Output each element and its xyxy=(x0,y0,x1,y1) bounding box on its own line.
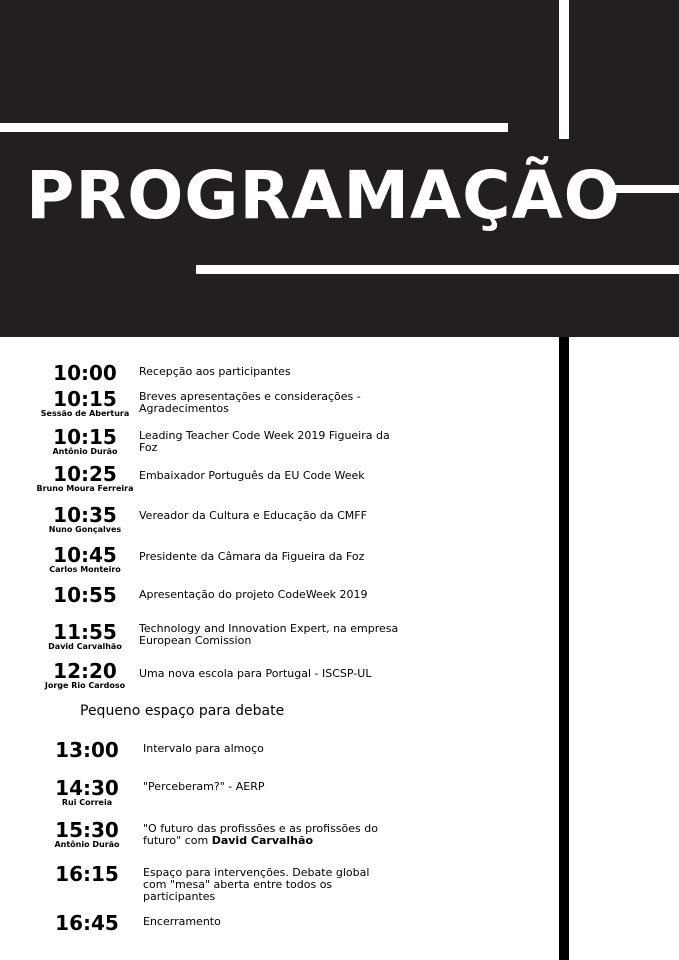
schedule-time: 10:15 xyxy=(53,387,117,411)
schedule-time: 10:35 xyxy=(53,503,117,527)
schedule-time: 10:15 xyxy=(53,425,117,449)
schedule-time: 11:55 xyxy=(53,620,117,644)
schedule-description: Recepção aos participantes xyxy=(139,365,291,378)
header-line-vertical xyxy=(559,0,569,139)
schedule-description: "Perceberam?" - AERP xyxy=(143,780,265,793)
schedule-description: Vereador da Cultura e Educação da CMFF xyxy=(139,509,367,522)
header-line-right xyxy=(611,185,679,193)
schedule-description: Apresentação do projeto CodeWeek 2019 xyxy=(139,588,368,601)
header-line-top xyxy=(0,123,508,132)
schedule-speaker: Carlos Monteiro xyxy=(49,565,121,574)
schedule-speaker: Antônio Durão xyxy=(54,840,120,849)
schedule-time: 14:30 xyxy=(55,776,119,800)
schedule-time: 13:00 xyxy=(55,738,119,762)
schedule-time: 16:15 xyxy=(55,862,119,886)
schedule-time: 15:30 xyxy=(55,818,119,842)
schedule-description: Leading Teacher Code Week 2019 Figueira da Foz xyxy=(139,429,390,454)
schedule-description: Uma nova escola para Portugal - ISCSP-UL xyxy=(139,667,372,680)
schedule-time: 10:45 xyxy=(53,543,117,567)
divider-vertical xyxy=(559,337,569,960)
schedule-time: 12:20 xyxy=(53,659,117,683)
schedule-time: 16:45 xyxy=(55,911,119,935)
schedule-speaker: Sessão de Abertura xyxy=(40,409,130,418)
schedule-description: Intervalo para almoço xyxy=(143,742,264,755)
schedule-speaker: Bruno Moura Ferreira xyxy=(36,484,134,493)
schedule-time: 10:00 xyxy=(53,361,117,385)
schedule-description: Encerramento xyxy=(143,915,221,928)
schedule-speaker: Antônio Durão xyxy=(52,447,118,456)
header-banner xyxy=(0,0,679,337)
schedule-description xyxy=(143,823,383,847)
schedule-time: 10:55 xyxy=(53,583,117,607)
schedule-description-bold: David Carvalhão xyxy=(211,834,313,847)
schedule-description: Breves apresentações e considerações - Agradecimentos xyxy=(139,390,361,415)
header-line-bottom xyxy=(196,265,679,274)
schedule-description: Espaço para intervenções. Debate global com "mesa" aberta entre todos os participantes xyxy=(143,866,370,903)
schedule-time: 10:25 xyxy=(53,462,117,486)
schedule-description: Technology and Innovation Expert, na empresa European Comission xyxy=(139,622,399,647)
schedule-speaker: Rui Correia xyxy=(61,798,113,807)
debate-note: Pequeno espaço para debate xyxy=(80,703,285,719)
schedule-speaker: Jorge Rio Cardoso xyxy=(44,681,126,690)
page-title: PROGRAMAÇÃO xyxy=(26,157,621,234)
schedule-description-text: "O futuro das profissões e as profissões do futuro" com xyxy=(143,822,378,847)
schedule-description: Embaixador Português da EU Code Week xyxy=(139,469,365,482)
schedule-speaker: David Carvalhão xyxy=(48,642,122,651)
schedule-speaker: Nuno Gonçalves xyxy=(48,525,122,534)
schedule-description: Presidente da Câmara da Figueira da Foz xyxy=(139,550,365,563)
